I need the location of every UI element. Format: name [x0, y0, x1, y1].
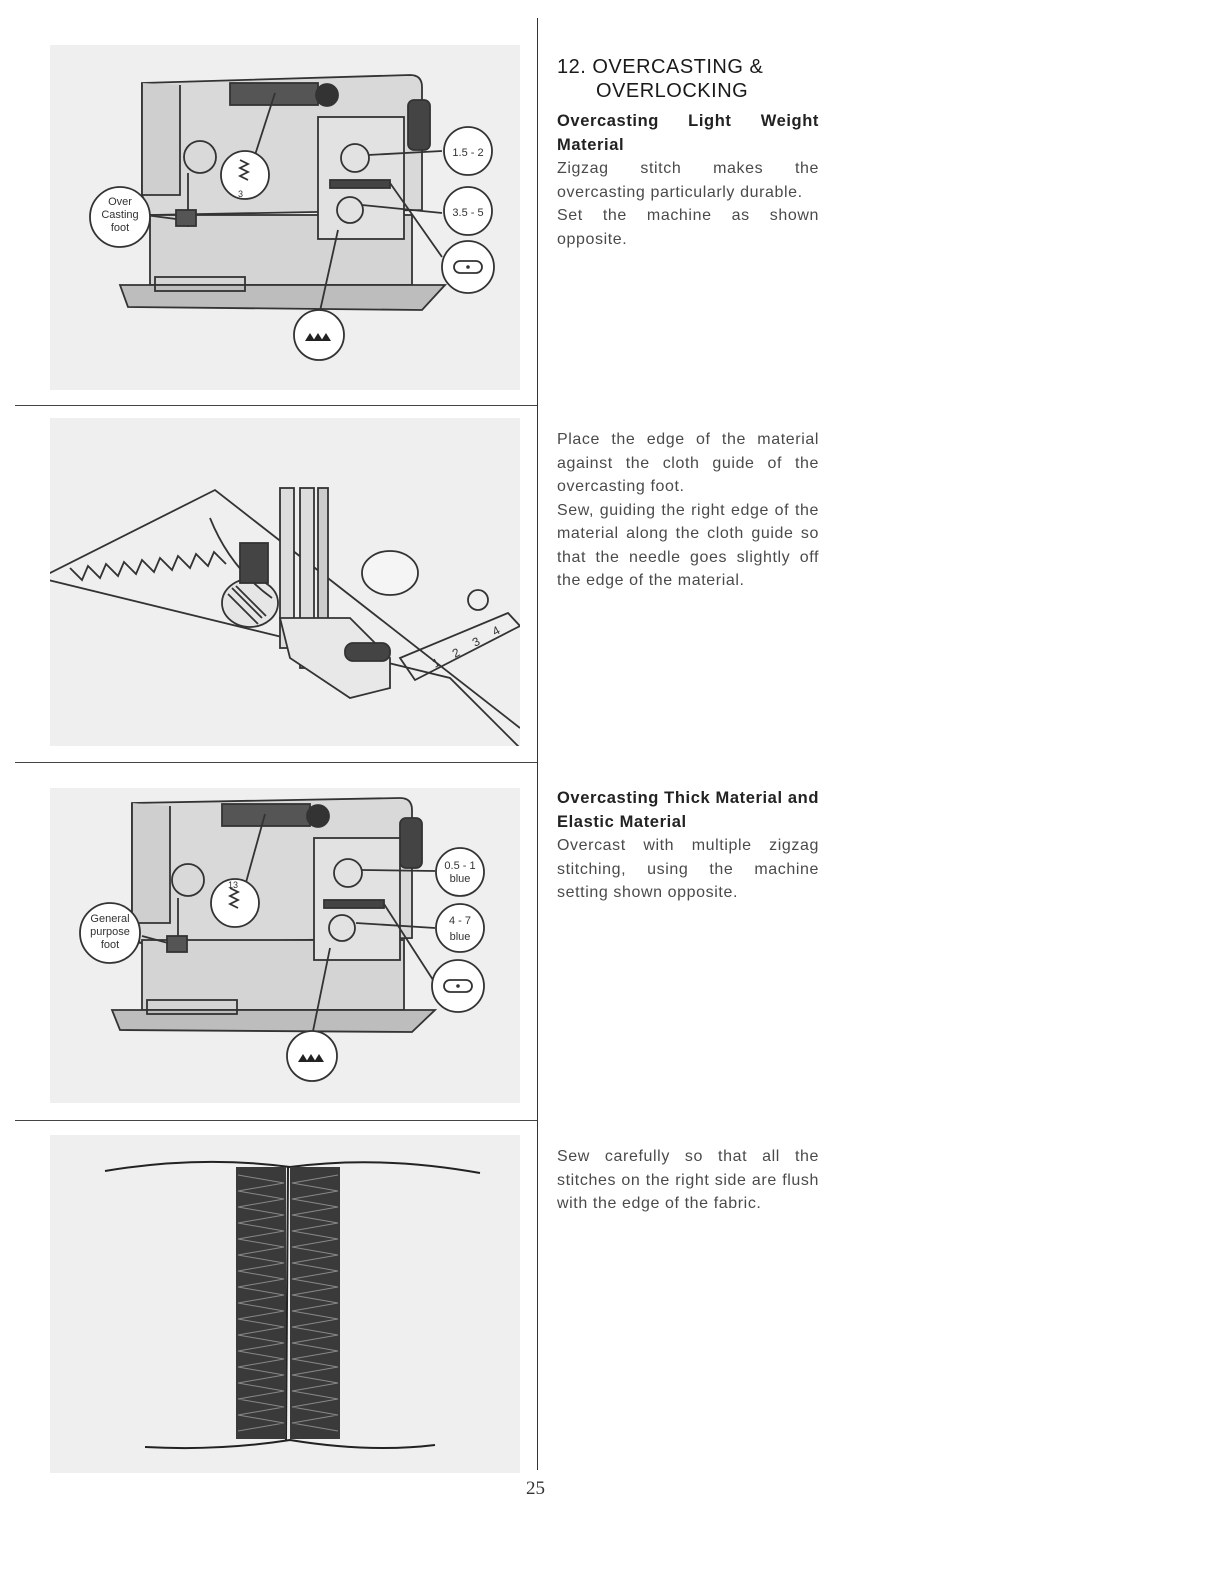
text-block-sew-carefully	[557, 1145, 819, 1216]
foot-label: Casting	[101, 209, 139, 221]
section-divider	[15, 762, 537, 763]
section-title-line1: 12. OVERCASTING &	[557, 56, 764, 78]
figure-machine-overcasting-foot	[50, 45, 520, 390]
section-title-line2: OVERLOCKING	[596, 80, 749, 102]
text-block-guide	[557, 428, 819, 593]
width-color-label: blue	[449, 873, 471, 885]
paragraph: Set the machine as shown opposite.	[557, 207, 819, 248]
paragraph: Place the edge of the material against the cloth guide of the overcasting foot.	[557, 431, 819, 495]
guide-mark: 3	[469, 634, 483, 650]
figure-overcasting-foot-closeup	[50, 418, 520, 746]
subheading-light-weight: Overcasting Light Weight Material	[557, 112, 819, 154]
foot-label: General	[90, 913, 130, 925]
section-title	[557, 55, 763, 103]
text-block-thick-material	[557, 787, 819, 905]
length-setting-label: 4 - 7	[448, 915, 472, 927]
length-setting-label: 3.5 - 5	[452, 207, 484, 219]
section-divider	[15, 1120, 537, 1121]
foot-label: Over	[108, 196, 132, 208]
foot-label: purpose	[90, 926, 130, 938]
paragraph: Overcast with multiple zigzag stitching, using the machine setting shown opposite.	[557, 837, 819, 901]
figure-finished-seam	[50, 1135, 520, 1473]
pattern-number: 13	[228, 880, 239, 890]
foot-label: foot	[110, 222, 130, 234]
paragraph: Zigzag stitch makes the overcasting particularly durable.	[557, 160, 819, 201]
section-divider	[15, 405, 537, 406]
column-divider	[537, 18, 538, 1470]
paragraph: Sew, guiding the right edge of the material along the cloth guide so that the needle goes slightly off the edge of the material.	[557, 501, 819, 589]
page-number: 25	[526, 1478, 545, 1499]
subheading-thick-material: Overcasting Thick Material and Elastic Material	[557, 789, 819, 831]
paragraph: Sew carefully so that all the stitches on the right side are flush with the edge of the fabric.	[557, 1148, 819, 1212]
width-setting-label: 0.5 - 1	[444, 860, 476, 872]
figure-machine-general-foot	[50, 788, 520, 1103]
text-block-light-weight	[557, 110, 819, 251]
guide-mark: 1	[429, 655, 443, 671]
pattern-number: 3	[238, 189, 244, 199]
length-color-label: blue	[449, 931, 471, 943]
foot-label: foot	[100, 939, 120, 951]
guide-mark: 2	[449, 645, 463, 661]
width-setting-label: 1.5 - 2	[452, 147, 484, 159]
guide-mark: 4	[489, 623, 503, 639]
